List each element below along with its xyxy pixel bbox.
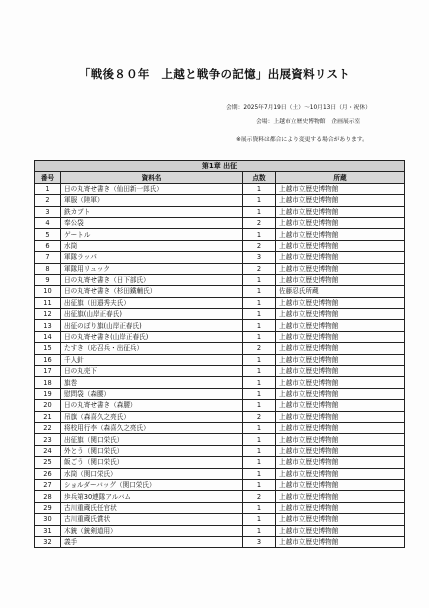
- column-header-item-name: 資料名: [61, 172, 243, 183]
- item-name: 木銃（銃剣道用）: [61, 525, 243, 536]
- item-owner: 上越市立歴史博物館: [276, 343, 405, 354]
- item-owner: 上越市立歴史博物館: [276, 457, 405, 468]
- item-number: 3: [35, 206, 61, 217]
- item-count: 3: [243, 252, 276, 263]
- item-number: 21: [35, 411, 61, 422]
- item-name: 日の丸寄せ書き（杉田鐵輔氏）: [61, 286, 243, 297]
- column-header-row: [35, 172, 405, 183]
- item-count: 1: [243, 468, 276, 479]
- table-row: [35, 309, 405, 320]
- item-count: 1: [243, 320, 276, 331]
- item-owner: 上越市立歴史博物館: [276, 263, 405, 274]
- item-owner: 上越市立歴史博物館: [276, 240, 405, 251]
- exhibition-venue: 会場：上越市立歴史博物館 企画展示室: [256, 119, 361, 125]
- item-number: 11: [35, 297, 61, 308]
- item-count: 1: [243, 479, 276, 490]
- table-row: [35, 286, 405, 297]
- item-number: 12: [35, 309, 61, 320]
- item-number: 29: [35, 502, 61, 513]
- item-name: 旗巻: [61, 377, 243, 388]
- item-owner: 上越市立歴史博物館: [276, 422, 405, 433]
- table-row: [35, 263, 405, 274]
- item-count: 1: [243, 445, 276, 456]
- item-number: 1: [35, 183, 61, 194]
- item-count: 1: [243, 286, 276, 297]
- table-row: [35, 195, 405, 206]
- item-count: 1: [243, 183, 276, 194]
- item-name: たすき（応召兵・出征兵）: [61, 343, 243, 354]
- item-name: 義手: [61, 536, 243, 547]
- table-row: [35, 217, 405, 228]
- item-count: 2: [243, 411, 276, 422]
- table-row: [35, 377, 405, 388]
- item-count: 1: [243, 354, 276, 365]
- item-owner: 上越市立歴史博物館: [276, 525, 405, 536]
- table-row: [35, 491, 405, 502]
- chapter-heading: 第1章 出征: [35, 161, 405, 172]
- item-name: 鉄カブト: [61, 206, 243, 217]
- item-count: 1: [243, 514, 276, 525]
- item-name: 日の丸寄せ書き（仙田新一郎氏）: [61, 183, 243, 194]
- item-number: 16: [35, 354, 61, 365]
- item-count: 1: [243, 309, 276, 320]
- item-owner: 上越市立歴史博物館: [276, 445, 405, 456]
- table-row: [35, 434, 405, 445]
- item-name: 出征のぼり旗(山岸正春氏): [61, 320, 243, 331]
- item-count: 1: [243, 195, 276, 206]
- item-owner: 上越市立歴史博物館: [276, 195, 405, 206]
- item-name: 古川重蔵氏賞状: [61, 514, 243, 525]
- item-name: 出征旗（田邉秀夫氏）: [61, 297, 243, 308]
- table-row: [35, 400, 405, 411]
- chapter-heading-row: [35, 161, 405, 172]
- item-name: ショルダーバッグ（関口栄氏）: [61, 479, 243, 490]
- item-count: 1: [243, 274, 276, 285]
- item-number: 15: [35, 343, 61, 354]
- item-number: 7: [35, 252, 61, 263]
- item-count: 1: [243, 297, 276, 308]
- item-name: 日の丸売下: [61, 366, 243, 377]
- item-name: 軍隊用リュック: [61, 263, 243, 274]
- table-row: [35, 525, 405, 536]
- item-count: 1: [243, 422, 276, 433]
- item-number: 25: [35, 457, 61, 468]
- item-count: 1: [243, 331, 276, 342]
- table-row: [35, 343, 405, 354]
- item-count: 1: [243, 400, 276, 411]
- item-number: 17: [35, 366, 61, 377]
- item-count: 2: [243, 263, 276, 274]
- table-row: [35, 183, 405, 194]
- table-row: [35, 514, 405, 525]
- item-number: 32: [35, 536, 61, 547]
- column-header-count: 点数: [243, 172, 276, 183]
- item-name: 歩兵第30連隊アルバム: [61, 491, 243, 502]
- table-row: [35, 388, 405, 399]
- item-owner: 上越市立歴史博物館: [276, 274, 405, 285]
- item-name: 飯ごう（関口栄氏）: [61, 457, 243, 468]
- item-owner: 上越市立歴史博物館: [276, 434, 405, 445]
- column-header-owner: 所蔵: [276, 172, 405, 183]
- table-row: [35, 240, 405, 251]
- item-number: 28: [35, 491, 61, 502]
- item-number: 19: [35, 388, 61, 399]
- item-count: 1: [243, 229, 276, 240]
- table-row: [35, 229, 405, 240]
- item-owner: 上越市立歴史博物館: [276, 400, 405, 411]
- item-owner: 上越市立歴史博物館: [276, 411, 405, 422]
- item-owner: 上越市立歴史博物館: [276, 514, 405, 525]
- item-owner: 上越市立歴史博物館: [276, 491, 405, 502]
- item-name: 将校用行李（森喜久之亮氏）: [61, 422, 243, 433]
- item-number: 10: [35, 286, 61, 297]
- item-count: 2: [243, 240, 276, 251]
- table-row: [35, 479, 405, 490]
- item-number: 22: [35, 422, 61, 433]
- item-name: 水筒: [61, 240, 243, 251]
- item-owner: 上越市立歴史博物館: [276, 229, 405, 240]
- item-count: 1: [243, 377, 276, 388]
- item-count: 2: [243, 491, 276, 502]
- item-name: 水筒（関口栄氏）: [61, 468, 243, 479]
- item-name: 出征旗（関口栄氏）: [61, 434, 243, 445]
- item-owner: 上越市立歴史博物館: [276, 320, 405, 331]
- item-owner: 上越市立歴史博物館: [276, 309, 405, 320]
- table-row: [35, 297, 405, 308]
- item-name: 日の丸寄せ書き（森腰）: [61, 400, 243, 411]
- item-owner: 上越市立歴史博物館: [276, 297, 405, 308]
- item-number: 4: [35, 217, 61, 228]
- table-row: [35, 468, 405, 479]
- table-row: [35, 274, 405, 285]
- item-number: 27: [35, 479, 61, 490]
- item-number: 24: [35, 445, 61, 456]
- item-owner: 上越市立歴史博物館: [276, 388, 405, 399]
- table-row: [35, 320, 405, 331]
- item-number: 13: [35, 320, 61, 331]
- item-name: 軍服（陸軍）: [61, 195, 243, 206]
- item-number: 23: [35, 434, 61, 445]
- item-count: 2: [243, 217, 276, 228]
- exhibition-period: 会期：2025年7月19日（土）～10月13日（月・祝休）: [226, 105, 371, 111]
- item-count: 1: [243, 206, 276, 217]
- table-row: [35, 445, 405, 456]
- column-header-number: 番号: [35, 172, 61, 183]
- item-number: 6: [35, 240, 61, 251]
- item-number: 8: [35, 263, 61, 274]
- item-number: 31: [35, 525, 61, 536]
- item-name: 外とう（関口栄氏）: [61, 445, 243, 456]
- table-row: [35, 354, 405, 365]
- table-body: [35, 183, 405, 548]
- item-number: 9: [35, 274, 61, 285]
- document-title: 「戦後８０年 上越と戦争の記憶」出展資料リスト: [78, 67, 351, 81]
- table-row: [35, 331, 405, 342]
- table-row: [35, 252, 405, 263]
- item-number: 20: [35, 400, 61, 411]
- item-name: 軍隊ラッパ: [61, 252, 243, 263]
- item-number: 5: [35, 229, 61, 240]
- table-row: [35, 411, 405, 422]
- item-name: ゲートル: [61, 229, 243, 240]
- item-name: 千人針: [61, 354, 243, 365]
- item-owner: 上越市立歴史博物館: [276, 468, 405, 479]
- item-count: 1: [243, 434, 276, 445]
- table-row: [35, 422, 405, 433]
- item-number: 18: [35, 377, 61, 388]
- table-row: [35, 366, 405, 377]
- table-row: [35, 206, 405, 217]
- item-name: 慰問袋（森腰）: [61, 388, 243, 399]
- item-number: 14: [35, 331, 61, 342]
- table-row: [35, 536, 405, 547]
- table-row: [35, 502, 405, 513]
- exhibit-list-table: [34, 160, 405, 548]
- item-number: 26: [35, 468, 61, 479]
- item-name: 奉公袋: [61, 217, 243, 228]
- item-name: 日の丸寄せ書き(山岸正春氏): [61, 331, 243, 342]
- table-row: [35, 457, 405, 468]
- item-owner: 上越市立歴史博物館: [276, 331, 405, 342]
- item-owner: 上越市立歴史博物館: [276, 366, 405, 377]
- item-count: 2: [243, 343, 276, 354]
- item-owner: 上越市立歴史博物館: [276, 252, 405, 263]
- item-owner: 上越市立歴史博物館: [276, 354, 405, 365]
- item-owner: 上越市立歴史博物館: [276, 479, 405, 490]
- item-owner: 上越市立歴史博物館: [276, 183, 405, 194]
- item-count: 1: [243, 388, 276, 399]
- item-owner: 上越市立歴史博物館: [276, 377, 405, 388]
- item-name: 古川重蔵氏任官状: [61, 502, 243, 513]
- item-number: 2: [35, 195, 61, 206]
- item-owner: 上越市立歴史博物館: [276, 217, 405, 228]
- item-name: 日の丸寄せ書き（日下部氏）: [61, 274, 243, 285]
- change-notice: ※展示資料は都合により変更する場合があります。: [236, 137, 368, 143]
- item-owner: 上越市立歴史博物館: [276, 536, 405, 547]
- item-name: 吊旗（森喜久之亮氏）: [61, 411, 243, 422]
- item-owner: 上越市立歴史博物館: [276, 206, 405, 217]
- item-name: 出征旗(山岸正春氏): [61, 309, 243, 320]
- item-count: 1: [243, 366, 276, 377]
- item-count: 1: [243, 502, 276, 513]
- item-owner: 上越市立歴史博物館: [276, 502, 405, 513]
- item-owner: 佐藤忍氏所蔵: [276, 286, 405, 297]
- item-count: 1: [243, 525, 276, 536]
- item-count: 1: [243, 457, 276, 468]
- item-number: 30: [35, 514, 61, 525]
- item-count: 3: [243, 536, 276, 547]
